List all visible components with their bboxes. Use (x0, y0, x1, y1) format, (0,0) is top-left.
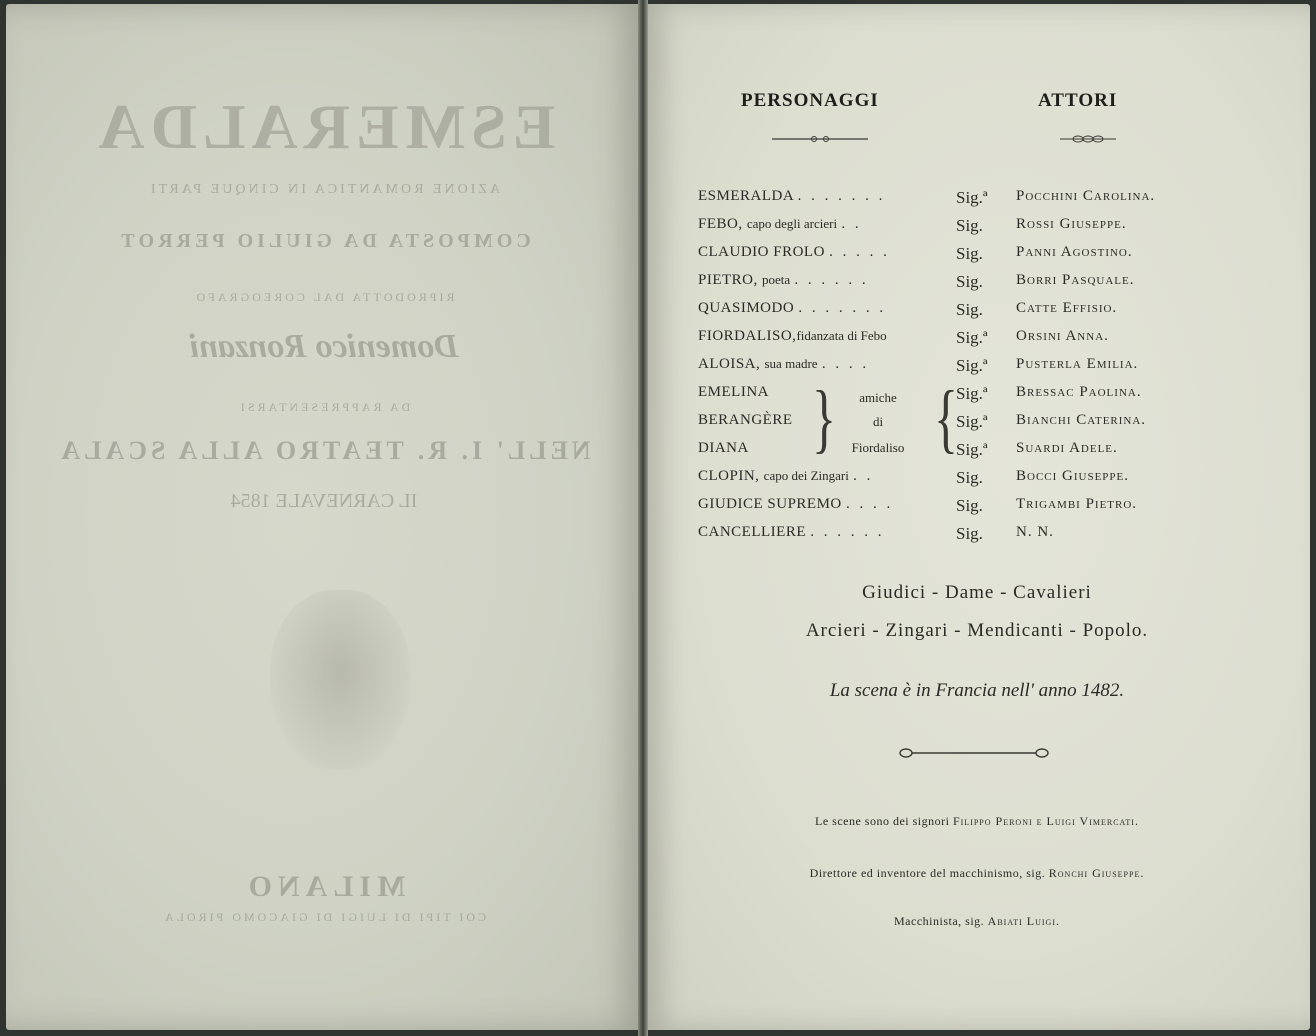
actor-name: Borri Pasquale. (1016, 272, 1135, 288)
ghost-season: IL CARNEVALE 1854 (230, 490, 418, 512)
group-note-line: di (872, 414, 884, 429)
title-sig: Sig.ª (956, 412, 988, 431)
ornament-rule-left (772, 134, 868, 144)
ornament-rule-center (898, 746, 1050, 760)
title-sig: Sig. (956, 216, 983, 235)
ghost-subtitle: AZIONE ROMANTICA IN CINQUE PARTI (147, 182, 501, 197)
role-name: FIORDALISO,fidanzata di Febo (698, 328, 887, 344)
ghost-printer: COI TIPI DI LUIGI DI GIACOMO PIROLA (161, 910, 487, 924)
brace-right: { (934, 373, 958, 461)
title-sig: Sig.ª (956, 328, 988, 347)
role-name: BERANGÈRE (698, 412, 793, 428)
ghost-theatre: NELL' I. R. TEATRO ALLA SCALA (57, 436, 591, 465)
machinist-credit: Macchinista, sig. Abiati Luigi. (894, 914, 1060, 928)
actor-name: Pocchini Carolina. (1016, 188, 1156, 204)
role-name: DIANA (698, 440, 749, 456)
cast-row (644, 356, 1310, 384)
title-sig: Sig.ª (956, 356, 988, 375)
cast-row (644, 440, 1310, 468)
actor-name: Catte Effisio. (1016, 300, 1118, 316)
setting-line: La scena è in Francia nell' anno 1482. (829, 680, 1125, 701)
actor-name: Rossi Giuseppe. (1016, 216, 1127, 232)
cast-row (644, 272, 1310, 300)
cast-row (644, 300, 1310, 328)
cast-header (644, 90, 1310, 120)
ghost-emblem (270, 590, 410, 770)
title-sig: Sig.ª (956, 188, 988, 207)
role-name: ALOISA, sua madre . . . . (698, 356, 870, 372)
cast-row (644, 384, 1310, 412)
cast-row (644, 244, 1310, 272)
role-name: QUASIMODO . . . . . . . (698, 300, 887, 316)
role-name: EMELINA (698, 384, 769, 400)
ghost-author: Domenico Ronzani (189, 328, 459, 365)
title-sig: Sig. (956, 468, 983, 487)
title-sig: Sig. (956, 244, 983, 263)
actor-name: Bocci Giuseppe. (1016, 468, 1130, 484)
actor-name: Bianchi Caterina. (1016, 412, 1147, 428)
machinery-credit: Direttore ed inventore del macchinismo, sig. Ronchi Giuseppe. (809, 866, 1145, 880)
scenery-credit: Le scene sono dei signori Filippo Peroni e Luigi Vimercati. (815, 814, 1139, 828)
ghost-performance: DA RAPPRESENTARSI (237, 400, 411, 414)
title-sig: Sig. (956, 300, 983, 319)
title-sig: Sig. (956, 524, 983, 543)
role-name: CANCELLIERE . . . . . . (698, 524, 885, 540)
actors-heading: ATTORI (1038, 90, 1118, 111)
actor-name: Panni Agostino. (1016, 244, 1133, 260)
role-name: FEBO, capo degli arcieri . . (698, 216, 862, 232)
role-name: GIUDICE SUPREMO . . . . (698, 496, 894, 512)
role-name: CLAUDIO FROLO . . . . . (698, 244, 890, 260)
ghost-reproduced: RIPRODOTTA DAL COREOGRAFO (193, 290, 455, 304)
ghost-composer: COMPOSTA DA GIULIO PERROT (117, 230, 531, 252)
ghost-title: ESMERALDA (92, 91, 556, 162)
chorus-line: Arcieri - Zingari - Mendicanti - Popolo. (805, 620, 1149, 641)
brace-left: } (812, 373, 836, 461)
cast-row (644, 468, 1310, 496)
role-name: ESMERALDA . . . . . . . (698, 188, 886, 204)
cast-row (644, 188, 1310, 216)
actor-name: Trigambi Pietro. (1016, 496, 1138, 512)
chorus-line: Giudici - Dame - Cavalieri (862, 582, 1092, 603)
cast-row (644, 496, 1310, 524)
ornament-rule-right (1060, 134, 1116, 144)
group-note-line: amiche (859, 390, 897, 405)
cast-row (644, 216, 1310, 244)
cast-row (644, 328, 1310, 356)
actor-name: Orsini Anna. (1016, 328, 1109, 344)
title-sig: Sig. (956, 272, 983, 291)
title-sig: Sig. (956, 496, 983, 515)
cast-row (644, 412, 1310, 440)
role-name: PIETRO, poeta . . . . . . (698, 272, 869, 288)
actor-name: Pusterla Emilia. (1016, 356, 1139, 372)
cast-row (644, 524, 1310, 552)
actor-name: N. N. (1016, 524, 1054, 540)
title-sig: Sig.ª (956, 384, 988, 403)
actor-name: Bressac Paolina. (1016, 384, 1142, 400)
characters-heading: PERSONAGGI (741, 90, 879, 111)
actor-name: Suardi Adele. (1016, 440, 1118, 456)
group-note-line: Fiordaliso (851, 440, 905, 455)
role-name: CLOPIN, capo dei Zingari . . (698, 468, 874, 484)
ghost-city: MILANO (242, 870, 406, 903)
title-sig: Sig.ª (956, 440, 988, 459)
